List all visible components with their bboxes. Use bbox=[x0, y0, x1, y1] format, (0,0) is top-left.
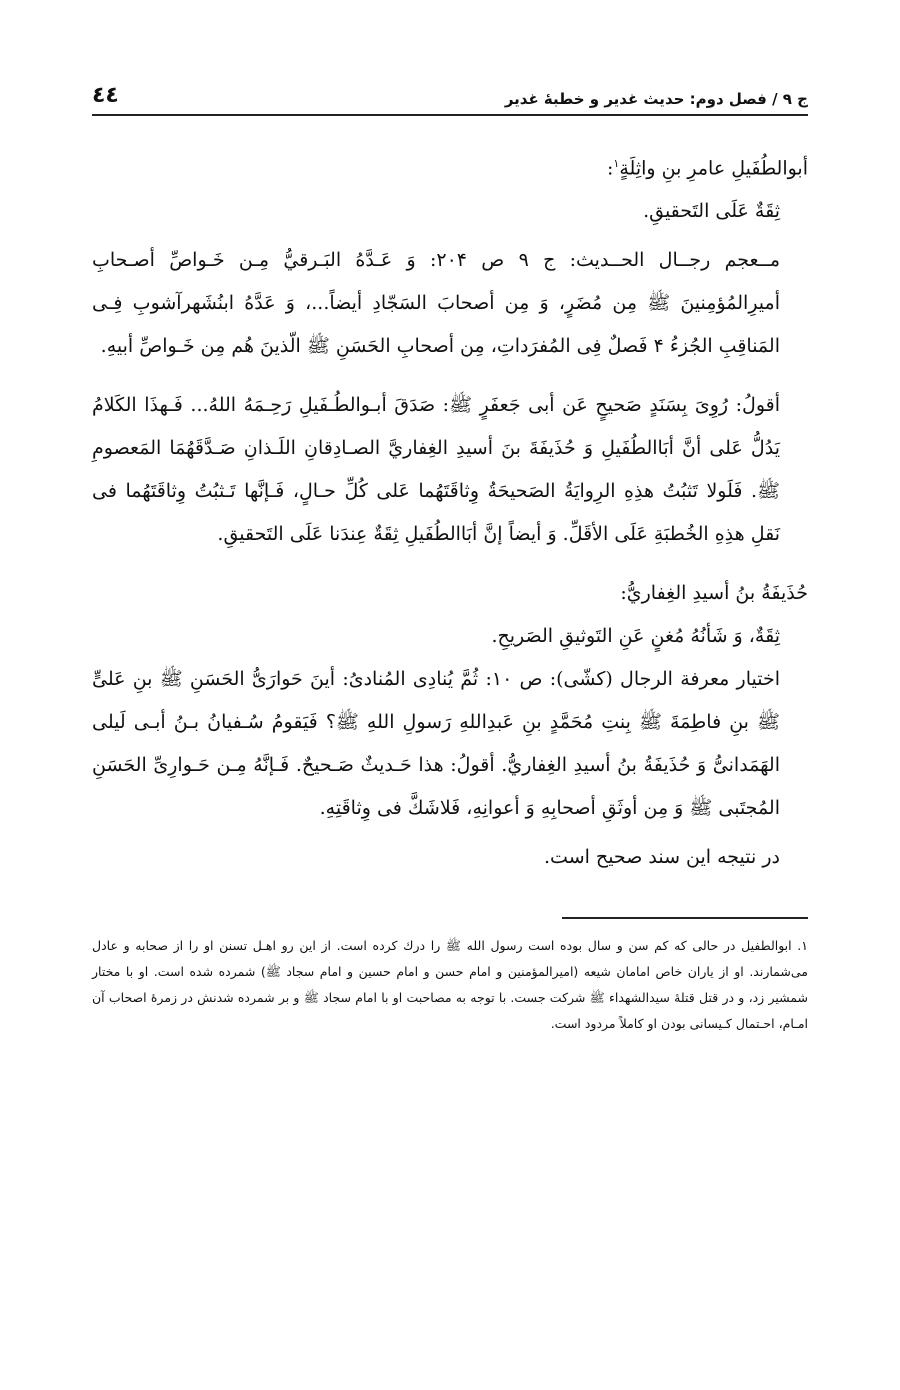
page-header bbox=[92, 60, 808, 116]
narrator-heading-abu-tufail: أبوالطُفَيلِ عامرِ بنِ واثِلَةٍ$^١$: bbox=[607, 157, 808, 180]
narrator-heading-hudhayfa: حُذَيفَةُ بنُ أسيدِ الغِفاريُّ: bbox=[620, 582, 808, 605]
running-head: ج ۹ / فصل دوم: حديث غدير و خطبهٔ غدير bbox=[504, 90, 808, 108]
page-body bbox=[92, 142, 808, 879]
author-comment-paragraph: أقولُ: رُوِىَ بِسَنَدٍ صَحيحٍ عَن أبى جَعفَرٍ ﷺ: صَدَقَ أبـوالطُـفَيلِ رَحِـمَهُ اللهُ... فَـهذَا الكَلامُ يَدُلُّ عَلى أنَّ أبَاالطُفَيلِ وَ حُذَيفَةَ بنَ أسيدِ الغِفاريَّ الصـادِقانِ اللَـذانِ صَـدَّقَهُمَا المَعصومِ ﷺ. فَلَولا تَثبُتُ هذِهِ الرِوايَةُ الصَحيحَةُ وِثاقَتَهُما عَلى كُلِّ حـالٍ، فَـإنَّها تَـثبُتُ وِثاقَتَهُما فى نَقلِ هذِهِ الخُطبَةِ عَلَى الأقَلِّ. وَ أيضاً إنَّ أبَاالطُفَيلِ ثِقَةٌ عِندَنا عَلَى التَحقيقِ. bbox=[92, 394, 780, 546]
footnote: ۱. ابوالطفيل در حالى كه كم سن و سال بوده است رسول الله ﷺ را درك كرده است. از اين رو اهـل تسنن او را از صحابه و عادل مى‌شمارند. او از ياران خاص امامان شيعه (اميرالمؤمنين و امام حسن و امام حسين و امام سجاد ﷺ) شمرده شده است. او با مختار شمشير زد، و در قتل قتلهٔ سيدالشهداء ﷺ شركت جست. با توجه به مصاحبت او با امام سجاد ﷺ و بر شمرده شدنش در زمرهٔ اصحاب آن امـام، احـتمال كـيسانى بودن او كاملاً مردود است. bbox=[92, 938, 808, 1032]
narrator-verdict: ثِقَةٌ عَلَى التَحقيقِ. bbox=[643, 200, 780, 223]
narrator-name: أبوالطُفَيلِ عامرِ بنِ واثِلَةٍ bbox=[619, 157, 808, 180]
narrator-verdict: ثِقَةٌ، وَ شَأنُهُ مُغنٍ عَنِ التَوثيقِ الصَريحِ. bbox=[491, 625, 780, 648]
page-number: ٤٤ bbox=[92, 83, 119, 108]
book-page bbox=[92, 60, 808, 1050]
footnote-separator bbox=[562, 917, 808, 919]
conclusion-line: در نتيجه اين سند صحيح است. bbox=[544, 846, 780, 869]
rijal-quote-paragraph: مــعجم رجــال الحــديث: ج ۹ ص ۲۰۴: وَ عَـدَّهُ البَـرقيُّ مِـن خَـواصِّ أصـحابِ أميرِالمُؤمِنينَ ﷺ مِن مُضَرٍ، وَ مِن أصحابَ السَجّادِ أيضاً...، وَ عَدَّهُ ابنُشَهرآشوبِ فِـى المَناقِبِ الجُزءُ ۴ فَصلٌ فِى المُفرَداتِ، مِن أصحابِ الحَسَنِ ﷺ الّذينَ هُم مِن خَـواصِّ أبيهِ. bbox=[92, 249, 780, 358]
footnote-marker: ١ bbox=[613, 157, 620, 170]
kashshi-quote-paragraph: اختيار معرفة الرجال (كشّى): ص ۱۰: ثُمَّ يُنادِى المُنادىُ: أينَ حَوارَىُّ الحَسَنِ ﷺ بنِ عَلىٍّ ﷺ بنِ فاطِمَةَ ﷺ بِنتِ مُحَمَّدٍ بنِ عَبدِاللهِ رَسولِ اللهِ ﷺ؟ فَيَقومُ سُـفيانُ بـنُ أبـى لَيلى الهَمَدانىُّ وَ حُذَيفَةُ بنُ أسيدِ الغِفاريُّ. أقولُ: هذا حَـديثٌ صَـحيحٌ. فَـإنَّهُ مِـن حَـوارِىِّ الحَسَنِ المُجتَبى ﷺ وَ مِن أوثَقِ أصحابِهِ وَ أعوانِهِ، فَلاشَكَّ فى وِثاقَتِهِ. bbox=[92, 668, 780, 820]
